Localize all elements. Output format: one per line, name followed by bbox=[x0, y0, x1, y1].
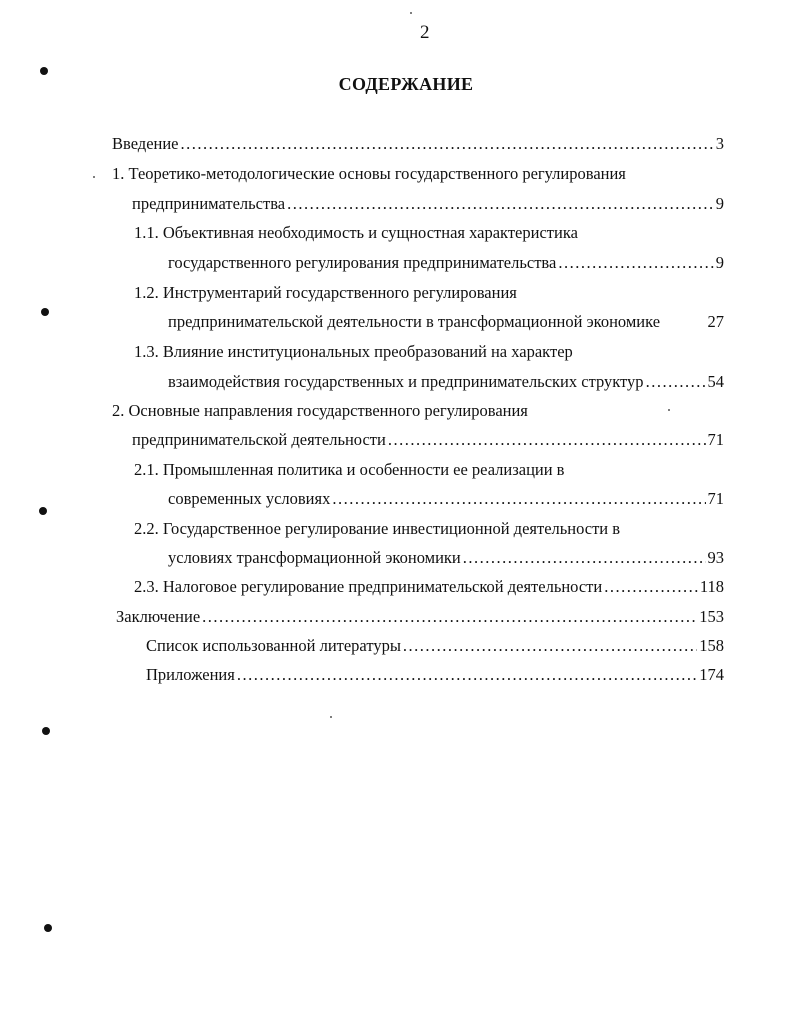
toc-entry-chapter-1-heading[interactable] bbox=[112, 164, 626, 184]
binding-hole-mark bbox=[41, 308, 49, 316]
toc-entry-chapter-1[interactable] bbox=[132, 194, 724, 214]
toc-entry-chapter-2[interactable] bbox=[132, 430, 724, 450]
scan-speck bbox=[330, 716, 332, 718]
toc-entry-chapter-2-heading[interactable] bbox=[112, 401, 528, 421]
toc-entry-text: 2. Основные направления государственного регулирования bbox=[112, 401, 528, 420]
toc-entry-page: 118 bbox=[699, 577, 724, 596]
toc-entry-section-2-1[interactable] bbox=[168, 489, 724, 509]
page-number: 2 bbox=[420, 22, 430, 43]
scan-speck bbox=[93, 176, 95, 178]
toc-entry-page: 54 bbox=[707, 372, 724, 391]
toc-entry-section-1-1[interactable] bbox=[168, 253, 724, 273]
toc-leader-dots bbox=[181, 134, 714, 154]
toc-leader-dots bbox=[558, 253, 713, 273]
toc-entry-page: 93 bbox=[707, 548, 724, 567]
toc-entry-text: Заключение bbox=[116, 607, 201, 626]
toc-entry-page: 27 bbox=[707, 312, 724, 331]
toc-leader-dots bbox=[332, 489, 705, 509]
toc-entry-references[interactable] bbox=[146, 636, 724, 656]
toc-entry-page: 158 bbox=[699, 636, 724, 655]
toc-entry-text: 1. Теоретико-методологические основы государственного регулирования bbox=[112, 164, 626, 183]
toc-entry-page: 71 bbox=[707, 489, 724, 508]
toc-entry-text: 1.3. Влияние институциональных преобразований на характер bbox=[134, 342, 573, 361]
toc-leader-dots bbox=[388, 430, 706, 450]
binding-hole-mark bbox=[39, 507, 47, 515]
toc-entry-text: 1.2. Инструментарий государственного регулирования bbox=[134, 283, 517, 302]
toc-entry-text: предпринимательской деятельности bbox=[132, 430, 386, 449]
toc-leader-dots bbox=[403, 636, 697, 656]
toc-entry-text: 2.3. Налоговое регулирование предпринимательской деятельности bbox=[134, 577, 603, 596]
toc-entry-section-2-3[interactable] bbox=[134, 577, 724, 597]
toc-entry-text: взаимодействия государственных и предпринимательских структур bbox=[168, 372, 644, 391]
toc-entry-section-2-2-heading[interactable] bbox=[134, 519, 620, 539]
toc-entry-section-1-2[interactable] bbox=[168, 312, 724, 332]
toc-entry-section-1-3-heading[interactable] bbox=[134, 342, 573, 362]
toc-entry-text: предпринимательства bbox=[132, 194, 286, 213]
toc-entry-page: 71 bbox=[707, 430, 724, 449]
toc-entry-text: предпринимательской деятельности в трансформационной экономике bbox=[168, 312, 661, 331]
toc-entry-text: 1.1. Объективная необходимость и сущностная характеристика bbox=[134, 223, 578, 242]
scan-speck bbox=[668, 409, 670, 411]
binding-hole-mark bbox=[42, 727, 50, 735]
toc-entry-page: 174 bbox=[699, 665, 724, 684]
toc-entry-section-1-1-heading[interactable] bbox=[134, 223, 578, 243]
toc-entry-text: Введение bbox=[112, 134, 179, 153]
binding-hole-mark bbox=[40, 67, 48, 75]
toc-leader-dots bbox=[463, 548, 706, 568]
toc-entry-page: 9 bbox=[715, 194, 724, 213]
toc-entry-text: государственного регулирования предпринимательства bbox=[168, 253, 557, 272]
toc-entry-text: Список использованной литературы bbox=[146, 636, 401, 655]
toc-entry-text: 2.2. Государственное регулирование инвестиционной деятельности в bbox=[134, 519, 621, 538]
toc-leader-dots bbox=[604, 577, 698, 597]
toc-leader-dots bbox=[646, 372, 706, 392]
toc-leader-dots bbox=[287, 194, 714, 214]
toc-entry-text: условиях трансформационной экономики bbox=[168, 548, 461, 567]
toc-leader-dots bbox=[202, 607, 697, 627]
toc-entry-section-1-3[interactable] bbox=[168, 372, 724, 392]
scan-speck bbox=[410, 12, 412, 14]
binding-hole-mark bbox=[44, 924, 52, 932]
toc-entry-introduction[interactable] bbox=[112, 134, 724, 154]
toc-leader-dots bbox=[237, 665, 697, 685]
toc-entry-text: современных условиях bbox=[168, 489, 331, 508]
toc-entry-page: 3 bbox=[715, 134, 724, 153]
page-title: СОДЕРЖАНИЕ bbox=[338, 74, 474, 94]
toc-entry-text: 2.1. Промышленная политика и особенности ее реализации в bbox=[134, 460, 565, 479]
toc-entry-text: Приложения bbox=[146, 665, 235, 684]
toc-entry-section-2-1-heading[interactable] bbox=[134, 460, 564, 480]
toc-entry-conclusion[interactable] bbox=[116, 607, 724, 627]
toc-entry-section-2-2[interactable] bbox=[168, 548, 724, 568]
toc-entry-appendices[interactable] bbox=[146, 665, 724, 685]
toc-entry-section-1-2-heading[interactable] bbox=[134, 283, 517, 303]
toc-entry-page: 9 bbox=[715, 253, 724, 272]
toc-entry-page: 153 bbox=[699, 607, 724, 626]
